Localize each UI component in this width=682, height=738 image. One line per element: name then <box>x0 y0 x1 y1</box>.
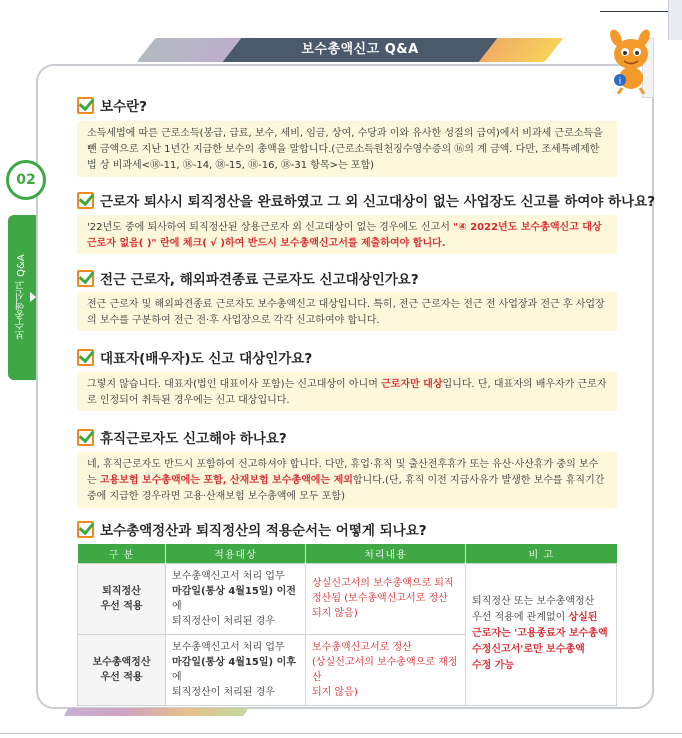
table-header: 처리내용 <box>306 544 466 563</box>
checkbox-check-icon <box>77 270 94 287</box>
question-text: 전근 근로자, 해외파견종료 근로자도 신고대상인가요? <box>100 272 419 288</box>
answer-highlight: 근로자만 대상 <box>381 379 443 390</box>
settlement-order-table <box>77 544 617 706</box>
question-text: 보수란? <box>100 99 147 115</box>
checkbox-check-icon <box>77 521 94 538</box>
answer-highlight: "④ 2022년도 보수총액신고 대상 근로자 없음( )" 란에 체크( √ )하여 반드시 보수총액신고서를 제출하여야 합니다. <box>87 222 602 249</box>
question-text: 대표자(배우자)도 신고 대상인가요? <box>100 351 313 367</box>
question-2 <box>77 190 655 210</box>
answer-5 <box>77 452 617 508</box>
cell-text: 보수총액신고서 처리 업무 <box>172 570 285 582</box>
checkbox-check-icon <box>77 349 94 366</box>
checkbox-check-icon <box>77 97 94 114</box>
question-text: 근로자 퇴사시 퇴직정산을 완료하였고 그 외 신고대상이 없는 사업장도 신고를 하여야 하나요? <box>100 194 656 210</box>
answer-3: 전근 근로자 및 해외파견종료 근로자도 보수총액신고 대상입니다. 특히, 전근 근로자는 전근 전 사업장과 전근 후 사업장의 보수를 구분하여 전근 전·후 사업장으로 각각 신고하여야 합니다. <box>77 292 617 331</box>
table-header: 적용대상 <box>166 544 306 563</box>
top-edge-line <box>600 11 668 12</box>
target-cell <box>166 634 306 705</box>
question-3 <box>77 268 419 288</box>
answer-text: 입니다. 단, 대표자의 배우자가 근로자로 인정되어 취득된 경우에는 신고 대상입니다. <box>87 379 607 406</box>
svg-text:i: i <box>618 77 622 87</box>
question-text: 휴직근로자도 신고해야 하나요? <box>100 431 287 447</box>
answer-4 <box>77 372 617 411</box>
question-4 <box>77 347 312 367</box>
answer-2 <box>77 215 617 254</box>
table-header-row <box>78 544 617 563</box>
process-cell: 보수총액신고서로 정산 (상실신고서의 보수총액으로 재정산 되지 않음) <box>306 634 466 705</box>
bottom-edge-line <box>0 733 682 734</box>
question-1 <box>77 95 147 115</box>
answer-text: 합니다.(단, 휴직 이전 지급사유가 발생한 보수를 휴직기간 중에 지급한 경우라면 고용·산재보험 보수총액에 모두 포함) <box>87 475 605 502</box>
question-5 <box>77 427 287 447</box>
page-title: 보수총액신고 Q&A <box>301 42 419 57</box>
row-head: 보수총액정산 우선 적용 <box>78 634 166 705</box>
section-side-label: 보수총액신고 Q&A <box>16 254 27 341</box>
cell-text: 에 퇴직정산이 처리된 경우 <box>172 600 275 627</box>
side-arrow-icon <box>30 292 36 302</box>
cell-highlight: 상실된 근로자는 '고용종료자 보수총액 수정신고서'로만 보수총액 수정 가능 <box>472 612 608 671</box>
table-header: 구 분 <box>78 544 166 563</box>
row-head: 퇴직정산 우선 적용 <box>78 563 166 634</box>
target-cell <box>166 563 306 634</box>
bottom-decoration <box>64 708 249 716</box>
answer-text: 네, 휴직근로자도 반드시 포함하여 신고하셔야 합니다. 다만, 휴업·휴직 및 출산전후휴가 또는 유산·사산휴가 중의 보수는 <box>87 459 599 486</box>
checkbox-check-icon <box>77 192 94 209</box>
mascot-icon <box>604 28 658 94</box>
answer-highlight: 고용보험 보수총액에는 포함, 산재보험 보수총액에는 제외 <box>99 475 353 486</box>
answer-text: 그렇지 않습니다. 대표자(법인 대표이사 포함)는 신고대상이 아니며 <box>87 379 382 390</box>
cell-bold: 마감일(통상 4월15일) 이전 <box>172 585 296 597</box>
answer-text: '22년도 중에 퇴사하여 퇴직정산된 상용근로자 외 신고대상이 없는 경우에도 신고서 <box>87 222 454 233</box>
process-cell: 상실신고서의 보수총액으로 퇴직 정산됨 (보수총액신고서로 정산 되지 않음) <box>306 563 466 634</box>
section-number-badge: 02 <box>6 160 46 200</box>
question-6 <box>77 519 427 539</box>
note-cell <box>466 563 617 705</box>
cell-text: 퇴직정산 또는 보수총액정산 우선 적용에 관계없이 <box>472 596 595 623</box>
cell-bold: 마감일(통상 4월15일) 이후 <box>172 656 296 668</box>
table-row <box>78 563 617 634</box>
question-text: 보수총액정산과 퇴직정산의 적용순서는 어떻게 되나요? <box>100 523 427 539</box>
checkbox-check-icon <box>77 429 94 446</box>
answer-1: 소득세법에 따른 근로소득(봉급, 급료, 보수, 세비, 임금, 상여, 수당과 이와 유사한 성질의 급여)에서 비과세 근로소득을 뺀 금액으로 지난 1년간 지급한 보수의 총액을 말합니다.(근로소득원천징수영수증의 ⑯의 계 금액. 다만, 조세특례제한법 상 비과세<⑱-11, ⑱-14, ⑱-15, ⑱-16, ⑱-31 항목>는 포함) <box>77 121 617 177</box>
cell-text: 보수총액신고서 처리 업무 <box>172 641 285 653</box>
cell-text: 에 퇴직정산이 처리된 경우 <box>172 671 275 698</box>
table-header: 비 고 <box>466 544 617 563</box>
page-edge-tab <box>668 0 682 40</box>
